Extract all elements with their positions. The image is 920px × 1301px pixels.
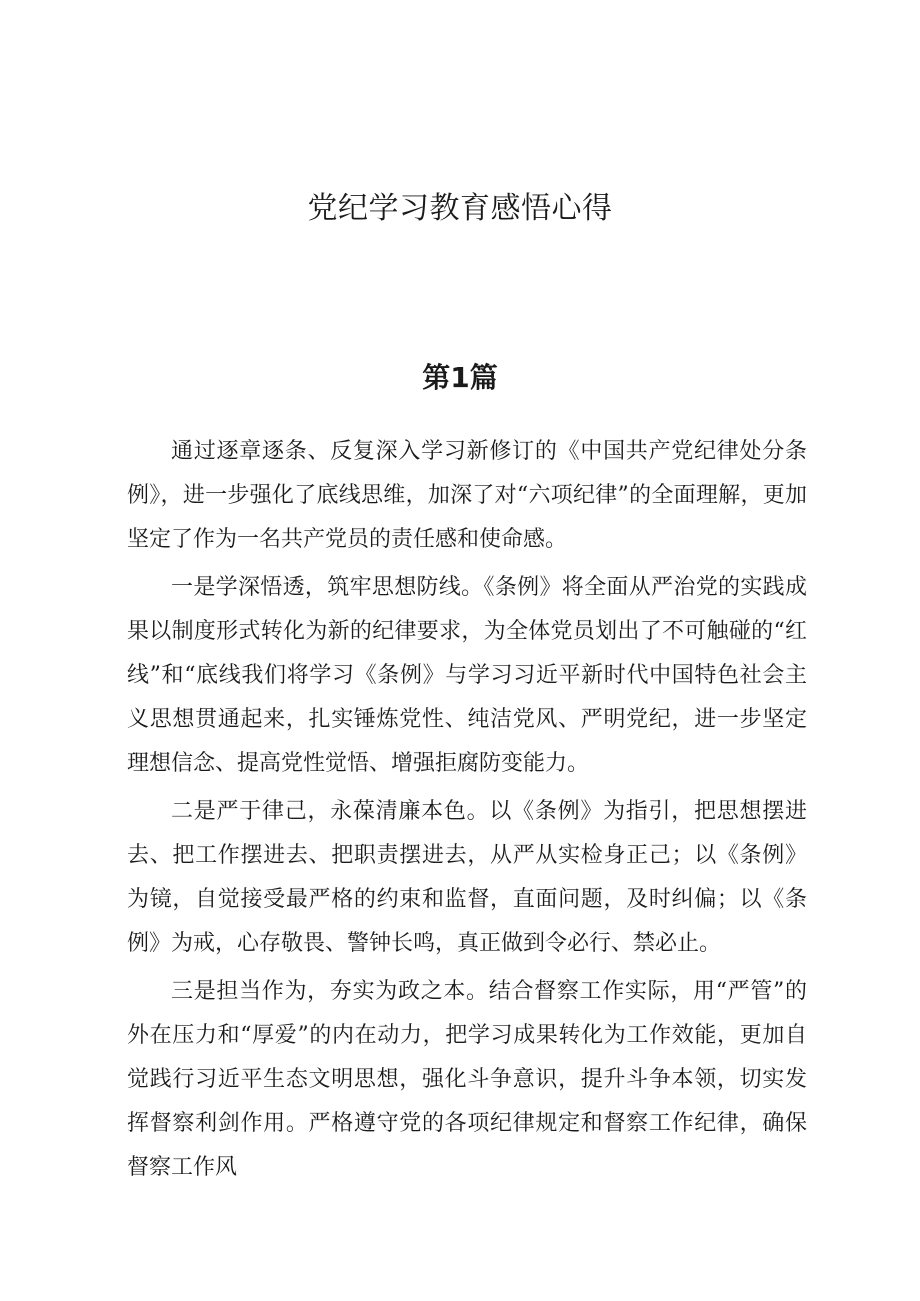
document-title: 党纪学习教育感悟心得: [307, 191, 613, 226]
section-title: 第1篇: [422, 361, 498, 394]
paragraph-point-two: 二是严于律己，永葆清廉本色。以《条例》为指引，把思想摆进去、把工作摆进去、把职责摆进去，从严从实检身正己；以《条例》为镜，自觉接受最严格的约束和监督，直面问题，及时纠偏；以《条例》为戒，心存敬畏、警钟长鸣，真正做到令必行、禁必止。: [127, 799, 807, 956]
paragraph-point-one: 一是学深悟透，筑牢思想防线。《条例》将全面从严治党的实践成果以制度形式转化为新的纪律要求，为全体党员划出了不可触碰的“红线”和“底线我们将学习《条例》与学习习近平新时代中国特色社会主义思想贯通起来，扎实锤炼党性、纯洁党风、严明党纪，进一步坚定理想信念、提高党性觉悟、增强拒腐防变能力。: [127, 575, 807, 776]
paragraph-point-three: 三是担当作为，夯实为政之本。结合督察工作实际，用“严管”的外在压力和“厚爱”的内在动力，把学习成果转化为工作效能，更加自觉践行习近平生态文明思想，强化斗争意识，提升斗争本领，切实发挥督察利剑作用。严格遵守党的各项纪律规定和督察工作纪律，确保督察工作风: [127, 979, 807, 1180]
paragraph-intro: 通过逐章逐条、反复深入学习新修订的《中国共产党纪律处分条例》，进一步强化了底线思维，加深了对“六项纪律”的全面理解，更加坚定了作为一名共产党员的责任感和使命感。: [127, 439, 807, 552]
document-body: [127, 430, 807, 1194]
